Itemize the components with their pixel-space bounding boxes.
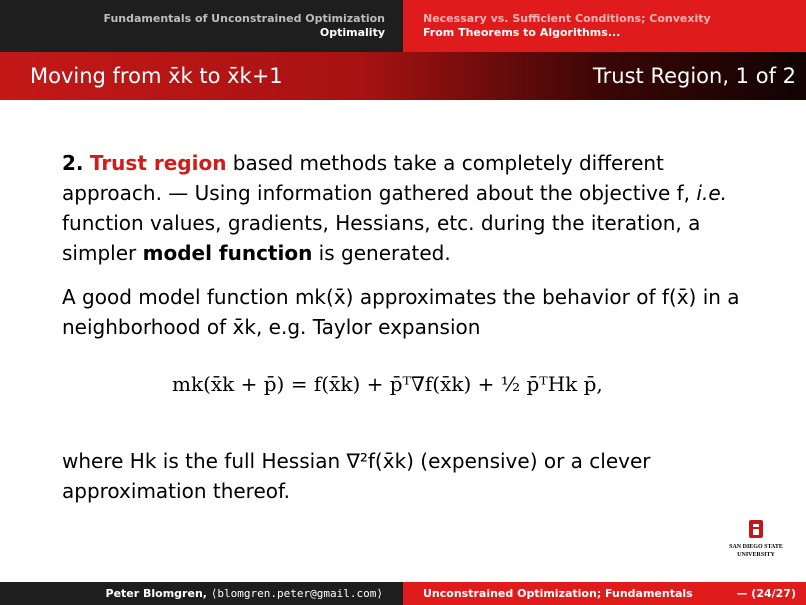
footer-page: — (24/27) (736, 587, 796, 600)
item-number: 2. (62, 151, 84, 175)
header-right-item-1[interactable]: Necessary vs. Sufficient Conditions; Convexity (423, 12, 711, 25)
header-subsection[interactable]: Optimality (319, 26, 385, 39)
p1-text-c: is generated. (312, 241, 451, 265)
footer-email: ⟨blomgren.peter@gmail.com⟩ (210, 587, 383, 600)
logo-text-2: UNIVERSITY (737, 552, 775, 558)
taylor-equation: mk(x̄k + p̄) = f(x̄k) + p̄ᵀ∇f(x̄k) + ½ p̄ᵀHk p̄, (172, 372, 603, 396)
p1-text-b: function values, gradients, Hessians, etc. during the iteration, a simpler (62, 211, 701, 265)
header-left (0, 0, 403, 52)
p1-ie: i.e. (696, 181, 727, 205)
trust-region-term: Trust region (89, 151, 227, 175)
logo-text-1: SAN DIEGO STATE (729, 544, 783, 550)
slide-title: Moving from x̄k to x̄k+1 (30, 64, 283, 88)
paragraph-1 (62, 148, 752, 268)
slide-title-bar (0, 52, 806, 100)
footer-left (0, 582, 403, 605)
header-section[interactable]: Fundamentals of Unconstrained Optimization (103, 12, 385, 25)
header-right (403, 0, 806, 52)
footer-author: Peter Blomgren, (105, 587, 207, 600)
footer-right (403, 582, 806, 605)
header-bar (0, 0, 806, 52)
header-right-item-2[interactable]: From Theorems to Algorithms... (423, 26, 621, 39)
paragraph-3: where Hk is the full Hessian ∇²f(x̄k) (expensive) or a clever approximation thereof. (62, 449, 651, 503)
footer-course: Unconstrained Optimization; Fundamentals (423, 587, 693, 600)
p1-text-a: based methods take a completely different approach. — Using information gathered about the objective f, (62, 151, 697, 205)
footer-bar (0, 582, 806, 605)
paragraph-2: A good model function mk(x̄) approximates the behavior of f(x̄) in a neighborhood of x̄k, e.g. Taylor expansion (62, 285, 740, 339)
slide-title-right: Trust Region, 1 of 2 (592, 64, 796, 88)
sdsu-logo (729, 518, 783, 568)
model-function-term: model function (142, 241, 313, 265)
slide-body (62, 148, 752, 356)
